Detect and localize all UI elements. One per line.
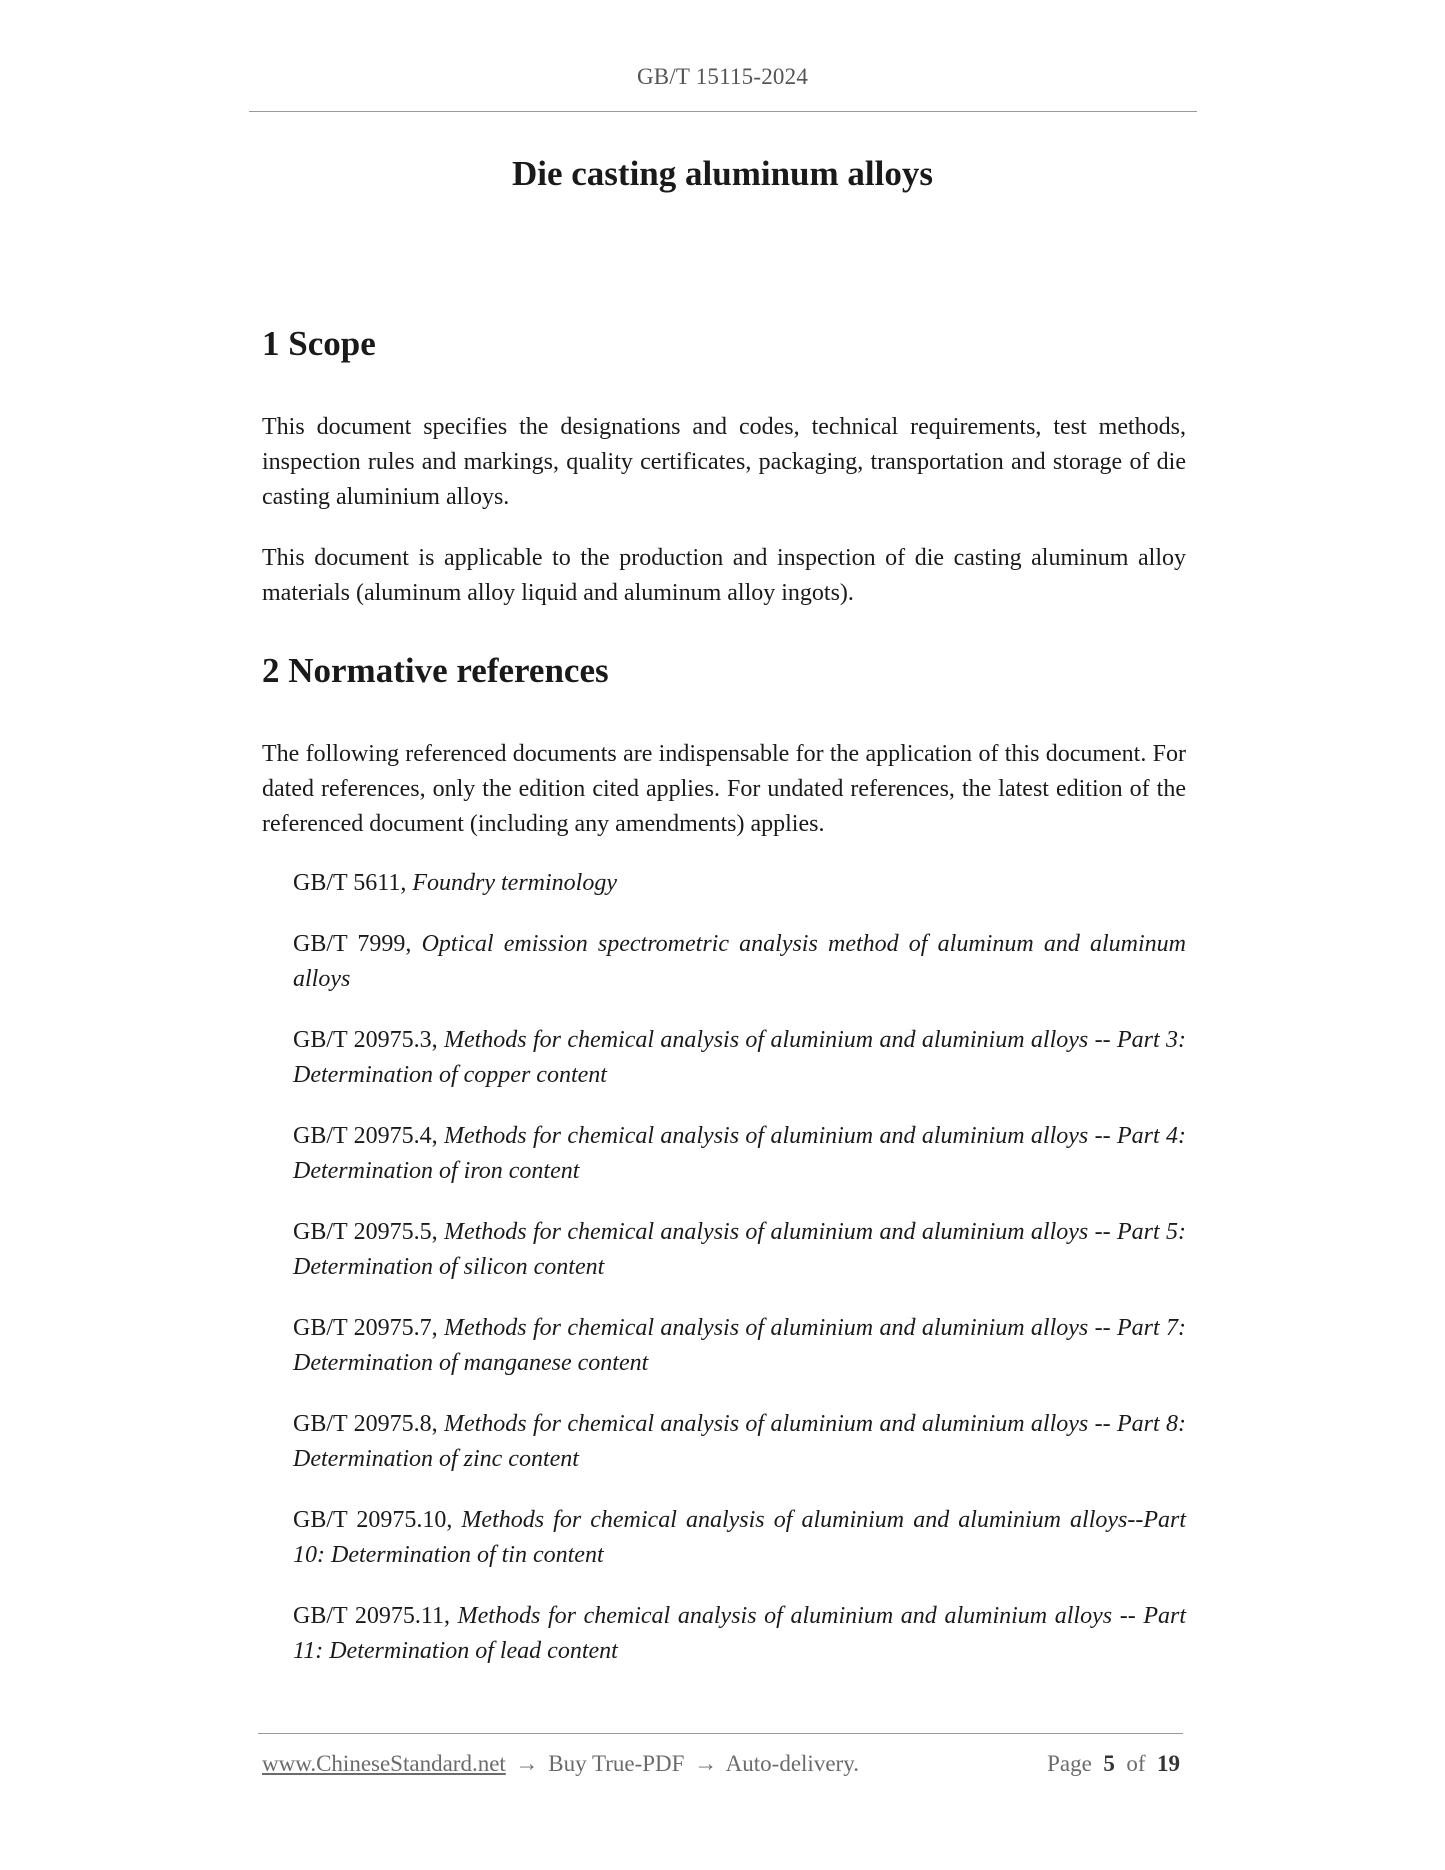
reference-code: GB/T 20975.10, (293, 1507, 453, 1533)
footer-divider (258, 1733, 1183, 1734)
reference-title: Methods for chemical analysis of aluminium and aluminium alloys--Part 10: Determination of tin content (293, 1507, 1187, 1568)
header-divider (249, 111, 1197, 112)
section-heading-normative-references: 2 Normative references (262, 651, 609, 690)
current-page-number: 5 (1103, 1751, 1115, 1776)
document-code-header: GB/T 15115-2024 (636, 64, 809, 89)
reference-code: GB/T 5611, (293, 870, 407, 896)
section-heading-scope: 1 Scope (262, 324, 376, 363)
reference-code: GB/T 20975.11, (293, 1603, 450, 1629)
total-pages-number: 19 (1157, 1751, 1180, 1776)
reference-item (293, 1023, 1186, 1093)
reference-code: GB/T 20975.8, (293, 1411, 438, 1437)
reference-item (293, 866, 1186, 901)
page-footer (262, 1751, 1180, 1777)
reference-code: GB/T 20975.4, (293, 1123, 438, 1149)
reference-title: Methods for chemical analysis of aluminium and aluminium alloys -- Part 3: Determination of copper content (293, 1027, 1186, 1088)
page-title: Die casting aluminum alloys (511, 154, 933, 193)
reference-item (293, 1599, 1186, 1669)
reference-title: Foundry terminology (412, 870, 617, 896)
reference-title: Methods for chemical analysis of aluminium and aluminium alloys -- Part 7: Determination of manganese content (293, 1315, 1186, 1376)
reference-title: Methods for chemical analysis of aluminium and aluminium alloys -- Part 8: Determination of zinc content (293, 1411, 1186, 1472)
reference-title: Optical emission spectrometric analysis method of aluminum and aluminum alloys (293, 931, 1186, 992)
reference-item (293, 927, 1186, 997)
reference-item (293, 1215, 1186, 1285)
website-link[interactable]: www.ChineseStandard.net (262, 1751, 506, 1776)
reference-code: GB/T 20975.7, (293, 1315, 438, 1341)
buy-pdf-text: Buy True-PDF (548, 1751, 685, 1776)
reference-code: GB/T 20975.3, (293, 1027, 438, 1053)
arrow-right-icon: → (694, 1751, 718, 1776)
normative-references-intro: The following referenced documents are indispensable for the application of this document. For dated references, only the edition cited applies. For undated references, the latest edition of the referenced document (including any amendments) applies. (262, 741, 1186, 837)
of-label: of (1126, 1751, 1146, 1776)
page-indicator (1047, 1751, 1180, 1777)
reference-item (293, 1503, 1186, 1573)
reference-item (293, 1311, 1186, 1381)
page-label: Page (1047, 1751, 1092, 1776)
reference-list (293, 866, 1186, 1669)
document-body (262, 320, 1186, 1695)
reference-item (293, 1119, 1186, 1189)
auto-delivery-text: Auto-delivery. (725, 1751, 859, 1776)
reference-title: Methods for chemical analysis of aluminium and aluminium alloys -- Part 5: Determination of silicon content (293, 1219, 1186, 1280)
scope-paragraph-1: This document specifies the designations and codes, technical requirements, test methods, inspection rules and markings, quality certificates, packaging, transportation and storage of die casting aluminium alloys. (262, 414, 1186, 510)
reference-item (293, 1407, 1186, 1477)
reference-title: Methods for chemical analysis of aluminium and aluminium alloys -- Part 11: Determination of lead content (293, 1603, 1187, 1664)
reference-code: GB/T 7999, (293, 931, 412, 957)
scope-paragraph-2: This document is applicable to the production and inspection of die casting aluminum alloy materials (aluminum alloy liquid and aluminum alloy ingots). (262, 545, 1186, 606)
reference-title: Methods for chemical analysis of aluminium and aluminium alloys -- Part 4: Determination of iron content (293, 1123, 1186, 1184)
reference-code: GB/T 20975.5, (293, 1219, 438, 1245)
arrow-right-icon: → (515, 1751, 539, 1776)
